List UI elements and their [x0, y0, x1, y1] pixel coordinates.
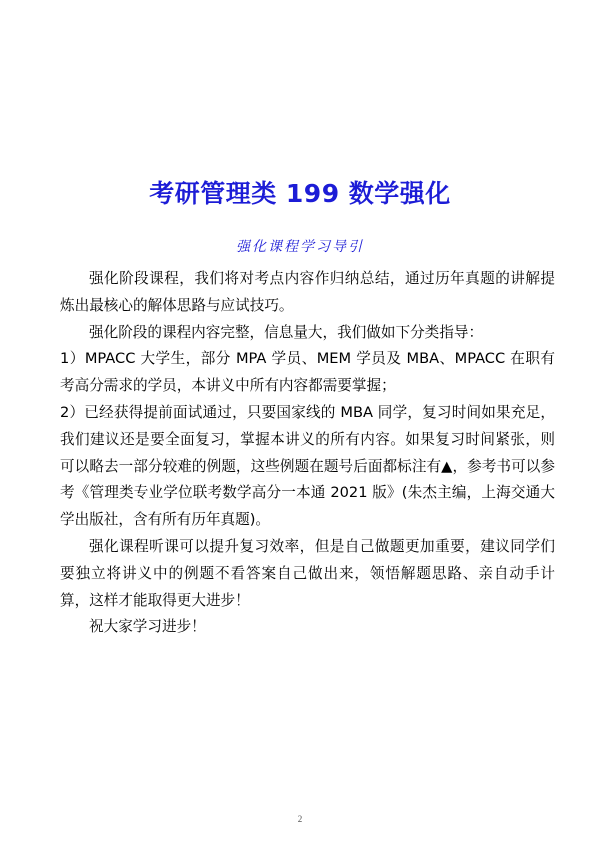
page-number: 2 [297, 814, 303, 824]
paragraph-advice: 强化课程听课可以提升复习效率，但是自己做题更加重要，建议同学们要独立将讲义中的例题不看答案自己做出来，领悟解题思路、亲自动手计算，这样才能取得更大进步！ [60, 537, 555, 609]
body-content [60, 266, 555, 641]
paragraph-closing: 祝大家学习进步！ [89, 618, 206, 636]
paragraph-item-1: 1）MPACC 大学生，部分 MPA 学员、MEM 学员及 MBA、MPACC 在职有考高分需求的学员，本讲义中所有内容都需要掌握； [60, 350, 555, 395]
paragraph-guidance: 强化阶段的课程内容完整，信息量大，我们做如下分类指导： [89, 323, 484, 341]
paragraph-intro: 强化阶段课程，我们将对考点内容作归纳总结，通过历年真题的讲解提炼出最核心的解体思路与应试技巧。 [60, 270, 555, 314]
page-subtitle: 强化课程学习导引 [236, 239, 364, 255]
paragraph-item-2: 2）已经获得提前面试通过，只要国家线的 MBA 同学，复习时间如果充足，我们建议还是要全面复习，掌握本讲义的所有内容。如果复习时间紧张，则可以略去一部分较难的例题，这些例题在题号后面都标注有▲，参考书可以参考《管理类专业学位联考数学高分一本通 2021 版》(朱杰主编，上海交通大学出版社，含有所有历年真题)。 [60, 403, 555, 529]
page-title: 考研管理类 199 数学强化 [149, 179, 451, 208]
